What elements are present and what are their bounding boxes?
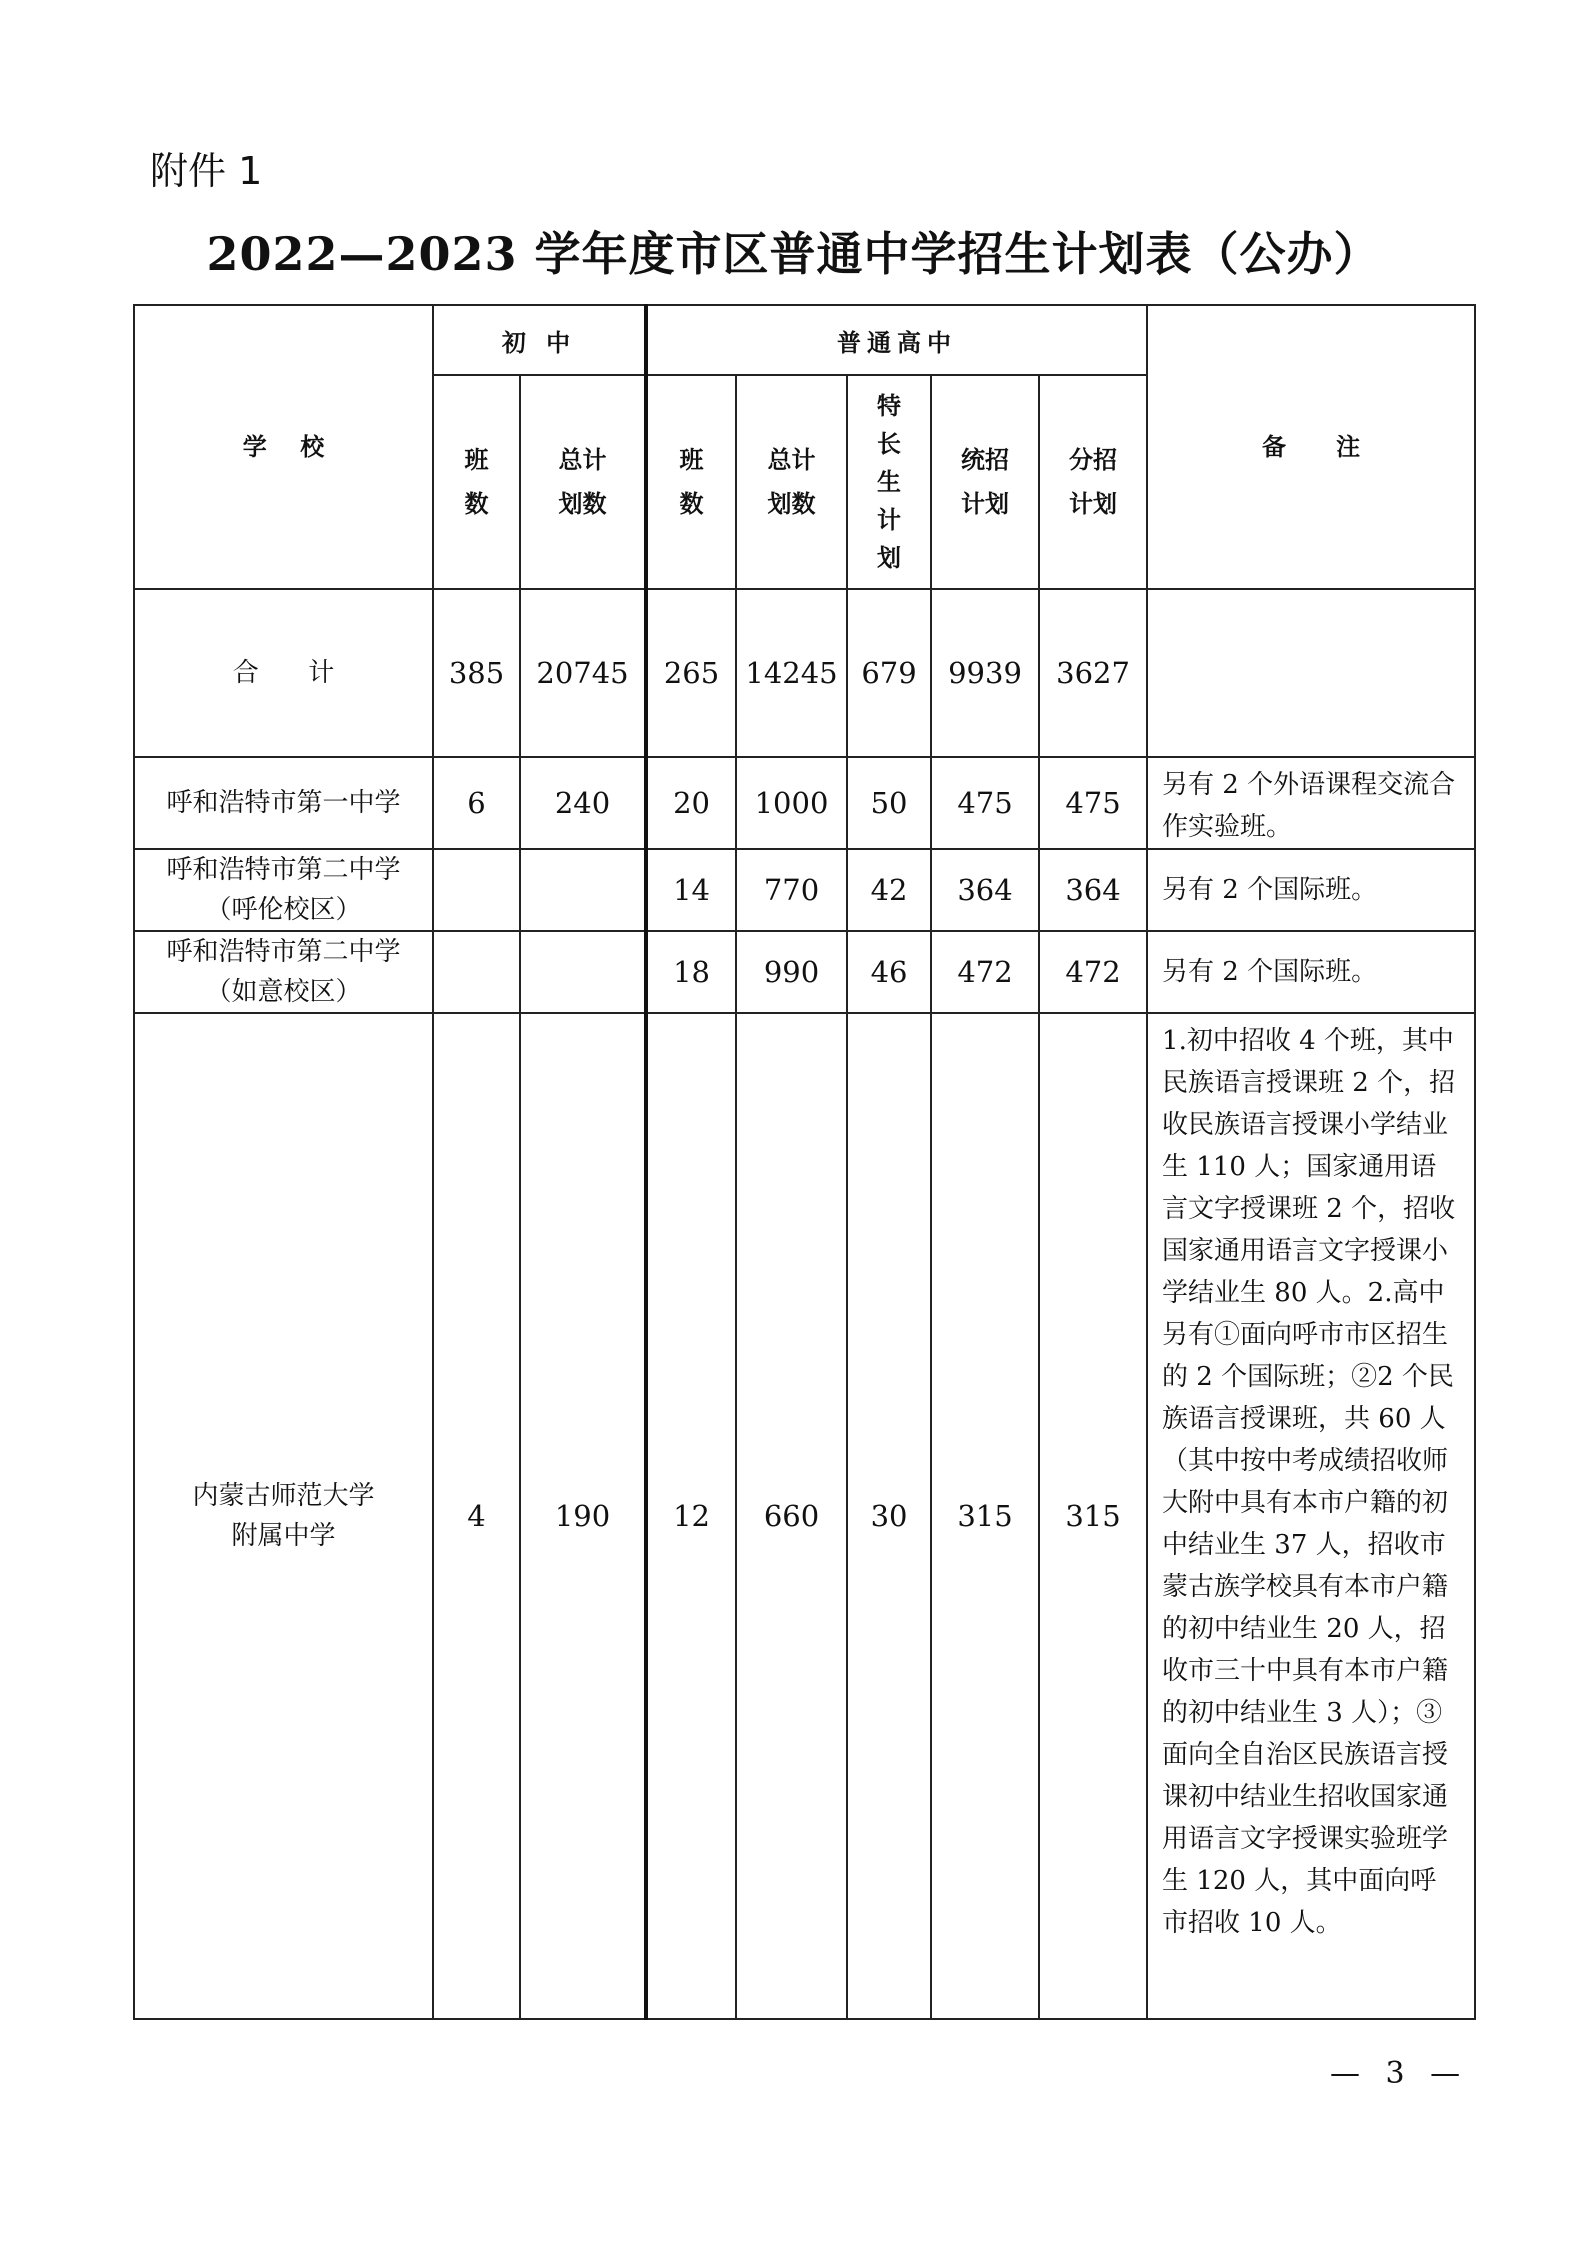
cell: 990 [736,931,847,1013]
cell: 3627 [1039,589,1147,757]
cell: 475 [1039,757,1147,849]
table-row [134,931,1475,1013]
document-title: 2022—2023 学年度市区普通中学招生计划表（公办） [206,227,1381,281]
total-label: 合 计 [134,589,433,757]
cell [520,931,646,1013]
cell: 20 [646,757,736,849]
cell: 1000 [736,757,847,849]
cell-note [1147,589,1475,757]
cell: 9939 [931,589,1039,757]
header-sr-total: 总计 划数 [736,375,847,589]
header-senior-group: 普通高中 [646,305,1147,375]
cell-note: 另有 2 个国际班。 [1147,849,1475,931]
enrollment-plan-table [133,304,1476,2020]
cell: 364 [931,849,1039,931]
cell: 14 [646,849,736,931]
cell-note: 另有 2 个外语课程交流合作实验班。 [1147,757,1475,849]
school-name: 呼和浩特市第一中学 [134,757,433,849]
cell [520,849,646,931]
header-sr-special: 特 长 生 计 划 [847,375,931,589]
table-row [134,757,1475,849]
attachment-label: 附件 1 [150,149,263,193]
cell-note: 1.初中招收 4 个班，其中民族语言授课班 2 个，招收民族语言授课小学结业生 110 人；国家通用语言文字授课班 2 个，招收国家通用语言文字授课小学结业生 80 人。2.高中另有①面向呼市市区招生的 2 个国际班；②2 个民族语言授课班，共 60 人（其中按中考成绩招收师大附中具有本市户籍的初中结业生 37 人，招收市蒙古族学校具有本市户籍的初中结业生 20 人，招收市三十中具有本市户籍的初中结业生 3 人）；③面向全自治区民族语言授课初中结业生招收国家通用语言文字授课实验班学生 120 人，其中面向呼市招收 10 人。 [1147,1013,1475,2019]
header-jr-classes: 班 数 [433,375,520,589]
cell: 20745 [520,589,646,757]
cell: 472 [931,931,1039,1013]
cell: 315 [931,1013,1039,2019]
cell-note: 另有 2 个国际班。 [1147,931,1475,1013]
cell: 265 [646,589,736,757]
cell: 42 [847,849,931,931]
cell [433,849,520,931]
cell: 385 [433,589,520,757]
school-name: 呼和浩特市第二中学 （呼伦校区） [134,849,433,931]
cell: 770 [736,849,847,931]
page-number: — 3 — [1330,2056,1469,2091]
cell: 6 [433,757,520,849]
header-sr-allocated: 分招 计划 [1039,375,1147,589]
cell: 50 [847,757,931,849]
cell: 679 [847,589,931,757]
cell: 30 [847,1013,931,2019]
cell: 475 [931,757,1039,849]
school-name: 内蒙古师范大学 附属中学 [134,1013,433,2019]
header-jr-total: 总计 划数 [520,375,646,589]
cell [433,931,520,1013]
table-row [134,1013,1475,2019]
header-sr-unified: 统招 计划 [931,375,1039,589]
cell: 46 [847,931,931,1013]
cell: 660 [736,1013,847,2019]
table-row [134,849,1475,931]
header-school: 学 校 [134,305,433,589]
cell: 364 [1039,849,1147,931]
header-junior-group: 初 中 [433,305,646,375]
cell: 18 [646,931,736,1013]
cell: 315 [1039,1013,1147,2019]
header-sr-classes: 班 数 [646,375,736,589]
cell: 190 [520,1013,646,2019]
cell: 472 [1039,931,1147,1013]
cell: 240 [520,757,646,849]
table-row-total [134,589,1475,757]
cell: 14245 [736,589,847,757]
cell: 4 [433,1013,520,2019]
header-remarks: 备 注 [1147,305,1475,589]
school-name: 呼和浩特市第二中学 （如意校区） [134,931,433,1013]
cell: 12 [646,1013,736,2019]
